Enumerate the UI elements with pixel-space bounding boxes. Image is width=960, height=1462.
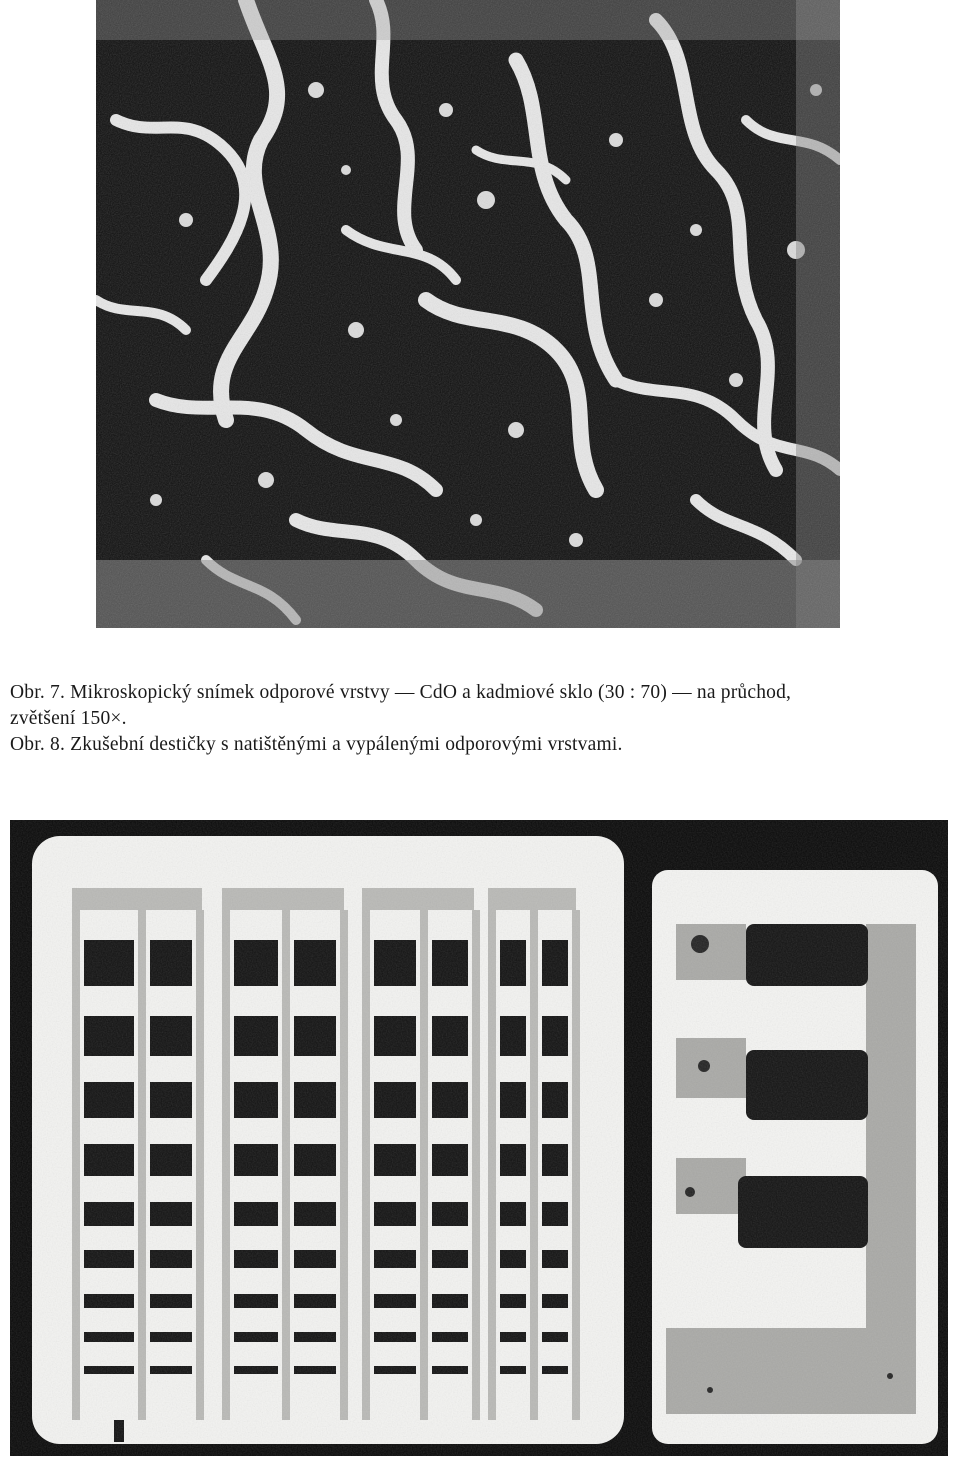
figure-8-photo [10,820,948,1456]
figure-7-caption-line-1: Obr. 7. Mikroskopický snímek odporové vrstvy — CdO a kadmiové sklo (30 : 70) — na průchod, [10,682,792,703]
micrograph-icon [96,0,840,628]
figure-7-caption-line-2: zvětšení 150×. [10,708,127,729]
figure-8-caption: Obr. 8. Zkušební destičky s natištěnými a vypálenými odporovými vrstvami. [10,734,623,755]
test-plates-icon [10,820,948,1456]
figure-7-micrograph [96,0,840,628]
figure-captions [10,680,950,758]
